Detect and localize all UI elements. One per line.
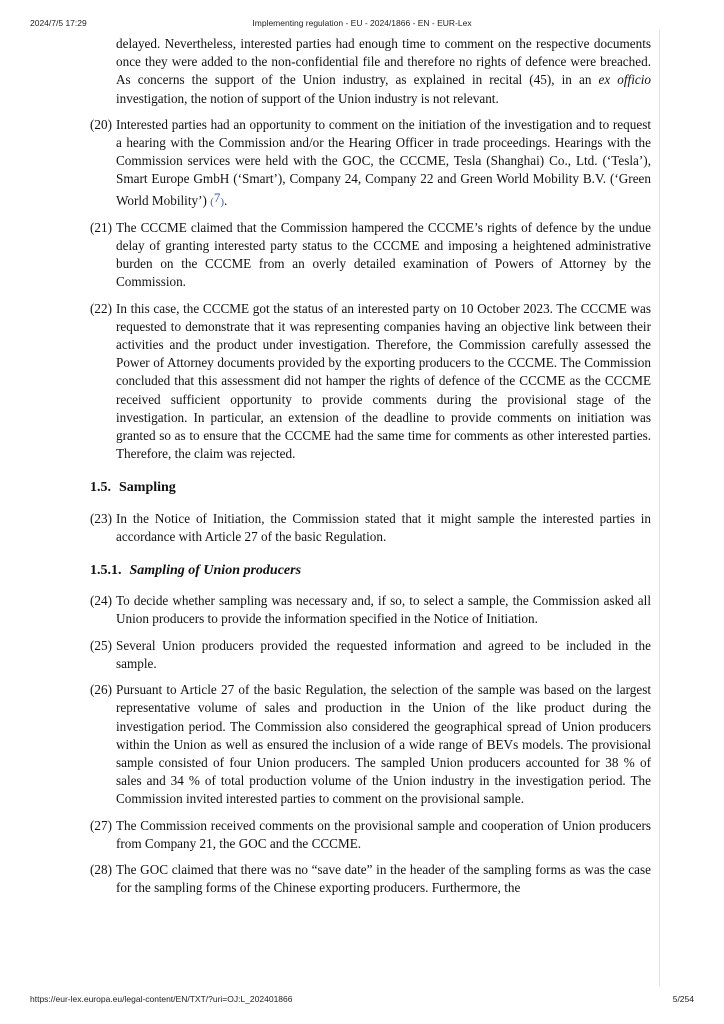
recital-number: (21): [90, 219, 112, 235]
document-body: [90, 35, 651, 905]
right-margin-line: [659, 30, 660, 986]
recital-number: (22): [90, 300, 112, 316]
print-url: https://eur-lex.europa.eu/legal-content/EN/TXT/?uri=OJ:L_202401866: [30, 994, 293, 1004]
recital-number: (26): [90, 682, 112, 698]
recital-text: The CCCME claimed that the Commission hampered the CCCME’s rights of defence by the undue delay of granting interested party status to the CCCME and imposing a heightened administrative burden on the CCCME from an overly detailed examination of Powers of Attorney by the Commission.: [116, 219, 651, 290]
recital-text: The GOC claimed that there was no “save date” in the header of the sampling forms as was the case for the sampling forms of the Chinese exporting producers. Furthermore, the: [116, 861, 651, 896]
recital-number: (27): [90, 817, 112, 833]
italic-term: ex officio: [598, 72, 651, 88]
recital-27: [90, 817, 651, 853]
recital-26: [90, 681, 651, 808]
recital-22: [90, 300, 651, 464]
recital-text: In this case, the CCCME got the status of an interested party on 10 October 2023. The CCCME was requested to demonstrate that it was representing companies having an objective link between their activities and the product under investigation. Therefore, the Commission carefully assessed the Power of Attorney documents provided by the exporting producers to the CCCME. The Commission concluded that this assessment did not hamper the rights of defence of the CCCME as the CCCME received sufficient opportunity to provide comments during the provisional stage of the investigation. In particular, an extension of the deadline to provide comments on initiation was granted so as to ensure that the CCCME had the same time for comments as other interested parties. Therefore, the claim was rejected.: [116, 300, 651, 462]
recital-text: The Commission received comments on the provisional sample and cooperation of Union producers from Company 21, the GOC and the CCCME.: [116, 817, 651, 851]
recital-text: In the Notice of Initiation, the Commission stated that it might sample the interested parties in accordance with Article 27 of the basic Regulation.: [116, 510, 651, 544]
recital-24: [90, 592, 651, 628]
recital-text: Pursuant to Article 27 of the basic Regulation, the selection of the sample was based on the largest representative volume of sales and production in the Union of the like product during the investigation period. The Commission also considered the geographical spread of Union producers within the Union as well as ensured the inclusion of a wide range of BEVs models. The provisional sample consisted of four Union producers. The sampled Union producers accounted for 38 % of sales and 34 % of total production volume of the Union industry in the investigation period. The Commission invited interested parties to comment on the provisional sample.: [116, 682, 651, 807]
recital-number: (28): [90, 861, 112, 877]
recital-number: (20): [90, 116, 112, 132]
paragraph-continuation: delayed. Nevertheless, interested parties had enough time to comment on the respective documents once they were added to the non-confidential file and therefore no rights of defence were breached. As concerns the support of the Union industry, as explained in recital (45), in an ex officio investigation, the notion of support of the Union industry is not relevant.: [116, 36, 651, 106]
section-heading-sampling: 1.5. Sampling: [90, 480, 176, 496]
print-page-number: 5/254: [672, 994, 694, 1004]
recital-text: Several Union producers provided the requested information and agreed to be included in the sample.: [116, 637, 651, 671]
print-page-title: Implementing regulation - EU - 2024/1866 - EN - EUR-Lex: [252, 18, 472, 28]
recital-23: [90, 510, 651, 546]
recital-number: (23): [90, 510, 112, 526]
recital-25: [90, 637, 651, 673]
recital-text: Interested parties had an opportunity to comment on the initiation of the investigation and to request a hearing with the Commission and/or the Hearing Officer in trade proceedings. Hearings with the Commission services were held with the GOC, the CCCME, Tesla (Shanghai) Co., Ltd. (‘Tesla’), Smart Europe GmbH (‘Smart’), Company 24, Company 22 and Green World Mobility B.V. (‘Green World Mobility’): [116, 116, 651, 208]
recital-20: (20) Interested parties had an opportunity to comment on the initiation of the investigation and to request a hearing with the Commission and/or the Hearing Officer in trade proceedings. Hearings with the Commission services were held with the GOC, the CCCME, Tesla (Shanghai) Co., Ltd. (‘Tesla’), Smart Europe GmbH (‘Smart’), Company 24, Company 22 and Green World Mobility B.V. (‘Green World Mobility’) ($^7$).: [90, 116, 651, 208]
recital-number: (25): [90, 637, 112, 653]
footnote-link[interactable]: ($^7$): [210, 189, 225, 208]
recital-21: [90, 219, 651, 292]
print-datetime: 2024/7/5 17:29: [30, 18, 87, 28]
print-header: [0, 18, 724, 30]
recital-text: To decide whether sampling was necessary and, if so, to select a sample, the Commission asked all Union producers to provide the information specified in the Notice of Initiation.: [116, 593, 651, 627]
recital-number: (24): [90, 593, 112, 609]
print-footer: [0, 994, 724, 1006]
recital-28: [90, 861, 651, 897]
section-heading-sampling-union-producers: 1.5.1. Sampling of Union producers: [90, 563, 302, 579]
